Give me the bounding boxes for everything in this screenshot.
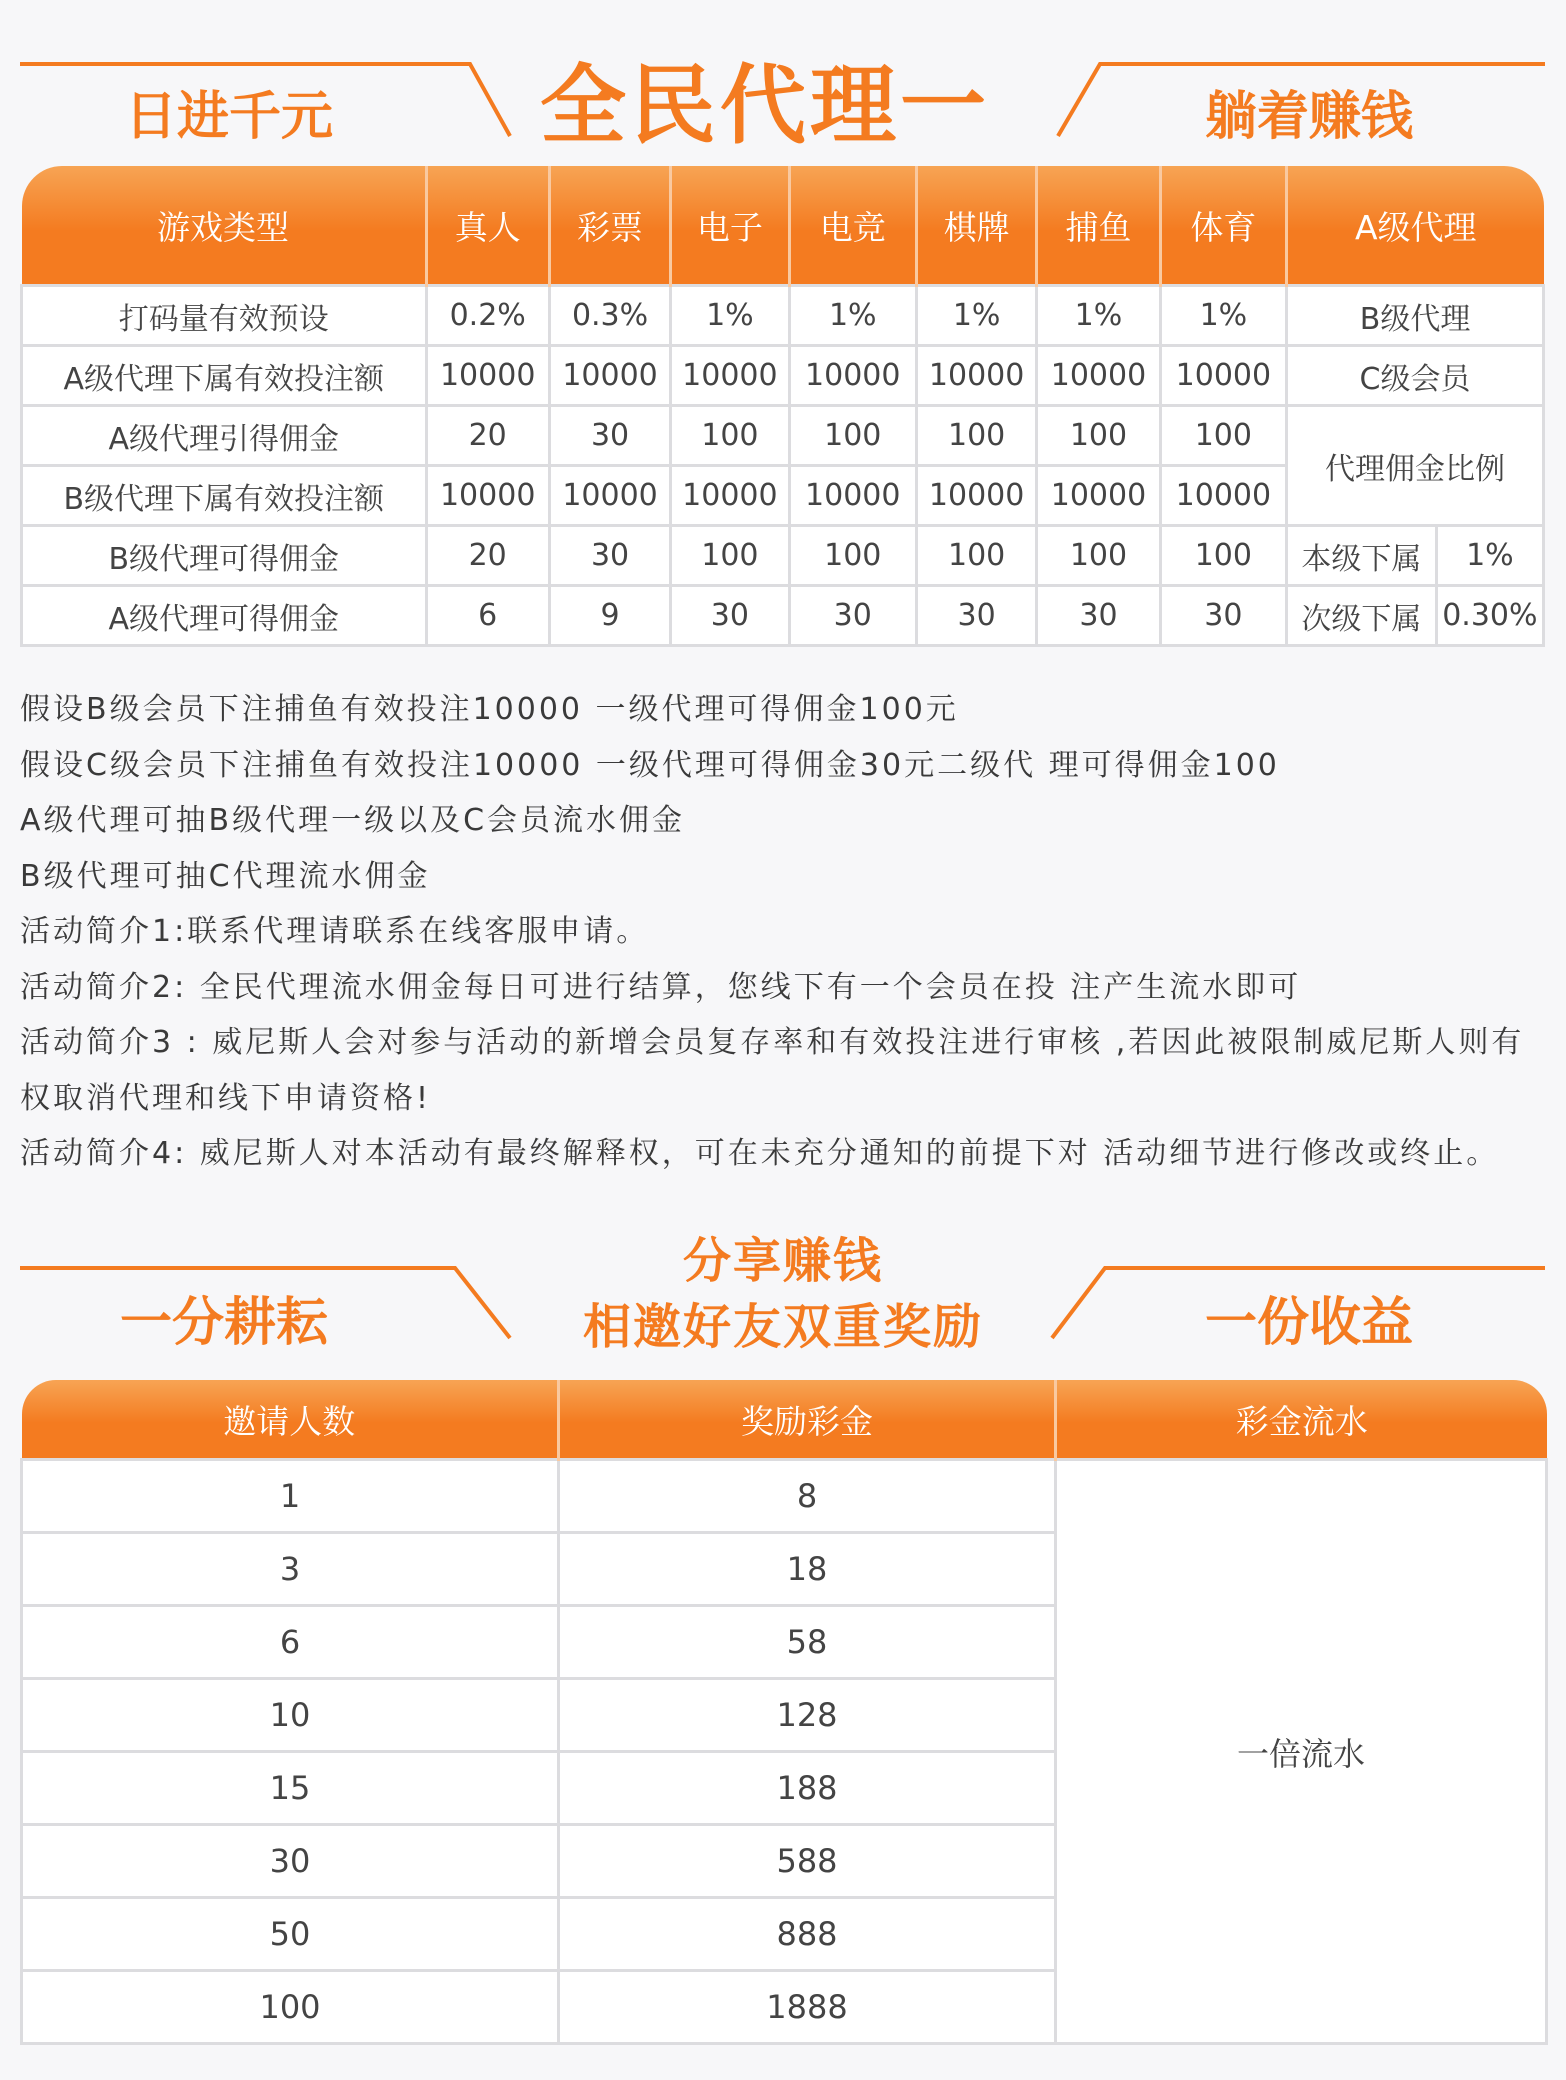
- banner-main-title: 全民代理一: [540, 56, 990, 156]
- row-label: A级代理引得佣金: [22, 406, 427, 466]
- note-line: B级代理可抽C代理流水佣金: [20, 858, 431, 894]
- table-cell: 100: [916, 406, 1036, 466]
- bottom-banner: [0, 1228, 1566, 1368]
- table-cell: 10000: [549, 346, 670, 406]
- table-row: [22, 1460, 1547, 1533]
- table-cell: 30: [916, 586, 1036, 646]
- header-slots: 电子: [671, 166, 789, 286]
- table-cell: 10000: [789, 346, 916, 406]
- bonus-amount: 8: [559, 1460, 1056, 1533]
- table-cell: 100: [789, 526, 916, 586]
- header-sports: 体育: [1160, 166, 1286, 286]
- side-ratio-title: 代理佣金比例: [1287, 406, 1544, 526]
- turnover-merged: 一倍流水: [1056, 1460, 1547, 2044]
- top-banner: [0, 40, 1566, 180]
- notes-block: [20, 682, 1550, 1182]
- table-cell: 1%: [671, 286, 789, 346]
- side-level2-value: 0.30%: [1436, 586, 1543, 646]
- table-cell: 9: [549, 586, 670, 646]
- table-cell: 100: [1160, 526, 1286, 586]
- table-cell: 0.2%: [426, 286, 549, 346]
- table-cell: 100: [789, 406, 916, 466]
- table-cell: 30: [1160, 586, 1286, 646]
- table-cell: 1%: [1160, 286, 1286, 346]
- bonus-amount: 888: [559, 1898, 1056, 1971]
- commission-header-row: [22, 166, 1544, 286]
- header-bonus: 奖励彩金: [559, 1380, 1056, 1460]
- table-cell: 100: [671, 526, 789, 586]
- row-label: A级代理下属有效投注额: [22, 346, 427, 406]
- note-line: 活动简介4: 威尼斯人对本活动有最终解释权，可在未充分通知的前提下对 活动细节进行修改或终止。: [20, 1136, 1500, 1171]
- table-row: [22, 406, 1544, 466]
- table-row: [22, 346, 1544, 406]
- table-cell: 10000: [426, 346, 549, 406]
- banner-bottom-center-line1: 分享赚钱: [682, 1233, 883, 1289]
- note-line: 活动简介3 : 威尼斯人会对参与活动的新增会员复存率和有效投注进行审核 ,若因此被限制威尼斯人则有权取消代理和线下申请资格!: [20, 1025, 1525, 1116]
- side-level2-label: 次级下属: [1287, 586, 1437, 646]
- header-esports: 电竞: [789, 166, 916, 286]
- table-cell: 1%: [916, 286, 1036, 346]
- header-cards: 棋牌: [916, 166, 1036, 286]
- table-cell: 10000: [789, 466, 916, 526]
- bonus-amount: 588: [559, 1825, 1056, 1898]
- table-cell: 100: [671, 406, 789, 466]
- invite-table: [20, 1380, 1548, 2045]
- header-a-agent: A级代理: [1287, 166, 1544, 286]
- header-fishing: 捕鱼: [1037, 166, 1160, 286]
- invite-count: 100: [22, 1971, 559, 2044]
- bonus-amount: 18: [559, 1533, 1056, 1606]
- table-cell: 10000: [1037, 346, 1160, 406]
- note-line: A级代理可抽B级代理一级以及C会员流水佣金: [20, 803, 686, 838]
- table-cell: 10000: [1160, 466, 1286, 526]
- header-live: 真人: [426, 166, 549, 286]
- header-turnover: 彩金流水: [1056, 1380, 1547, 1460]
- table-cell: 30: [671, 586, 789, 646]
- banner-left-title: 日进千元: [125, 87, 334, 147]
- bonus-amount: 1888: [559, 1971, 1056, 2044]
- note-line: 假设B级会员下注捕鱼有效投注10000 一级代理可得佣金100元: [20, 692, 959, 727]
- table-cell: 30: [1037, 586, 1160, 646]
- bonus-amount: 128: [559, 1679, 1056, 1752]
- table-row: [22, 286, 1544, 346]
- table-cell: 100: [1160, 406, 1286, 466]
- note-line: 假设C级会员下注捕鱼有效投注10000 一级代理可得佣金30元二级代 理可得佣金100: [20, 747, 1280, 783]
- header-lottery: 彩票: [549, 166, 670, 286]
- invite-count: 50: [22, 1898, 559, 1971]
- invite-count: 15: [22, 1752, 559, 1825]
- side-c-member: C级会员: [1287, 346, 1544, 406]
- table-cell: 20: [426, 526, 549, 586]
- commission-table: [20, 166, 1545, 647]
- row-label: 打码量有效预设: [22, 286, 427, 346]
- invite-count: 30: [22, 1825, 559, 1898]
- table-cell: 100: [916, 526, 1036, 586]
- table-cell: 10000: [1160, 346, 1286, 406]
- note-line: 活动简介1:联系代理请联系在线客服申请。: [20, 914, 650, 949]
- table-cell: 10000: [916, 346, 1036, 406]
- table-cell: 30: [549, 406, 670, 466]
- table-cell: 10000: [1037, 466, 1160, 526]
- table-cell: 30: [789, 586, 916, 646]
- header-game-type: 游戏类型: [22, 166, 427, 286]
- invite-header-row: [22, 1380, 1547, 1460]
- side-level1-label: 本级下属: [1287, 526, 1437, 586]
- banner-bottom-right-title: 一份收益: [1205, 1293, 1414, 1353]
- row-label: A级代理可得佣金: [22, 586, 427, 646]
- table-cell: 10000: [916, 466, 1036, 526]
- bonus-amount: 58: [559, 1606, 1056, 1679]
- table-cell: 10000: [549, 466, 670, 526]
- header-invite-count: 邀请人数: [22, 1380, 559, 1460]
- side-b-agent: B级代理: [1287, 286, 1544, 346]
- banner-bottom-left-title: 一分耕耘: [120, 1293, 329, 1353]
- table-cell: 1%: [789, 286, 916, 346]
- table-cell: 100: [1037, 526, 1160, 586]
- bonus-amount: 188: [559, 1752, 1056, 1825]
- banner-bottom-center-line2: 相邀好友双重奖励: [582, 1299, 983, 1355]
- table-cell: 10000: [671, 466, 789, 526]
- row-label: B级代理下属有效投注额: [22, 466, 427, 526]
- table-cell: 20: [426, 406, 549, 466]
- invite-count: 10: [22, 1679, 559, 1752]
- table-cell: 100: [1037, 406, 1160, 466]
- note-line: 活动简介2: 全民代理流水佣金每日可进行结算，您线下有一个会员在投 注产生流水即可: [20, 969, 1302, 1005]
- table-cell: 10000: [426, 466, 549, 526]
- row-label: B级代理可得佣金: [22, 526, 427, 586]
- invite-count: 6: [22, 1606, 559, 1679]
- invite-count: 3: [22, 1533, 559, 1606]
- table-cell: 6: [426, 586, 549, 646]
- table-row: [22, 586, 1544, 646]
- side-level1-value: 1%: [1436, 526, 1543, 586]
- invite-count: 1: [22, 1460, 559, 1533]
- table-cell: 1%: [1037, 286, 1160, 346]
- banner-right-title: 躺着赚钱: [1205, 87, 1414, 147]
- table-cell: 30: [549, 526, 670, 586]
- table-cell: 10000: [671, 346, 789, 406]
- table-row: [22, 526, 1544, 586]
- table-cell: 0.3%: [549, 286, 670, 346]
